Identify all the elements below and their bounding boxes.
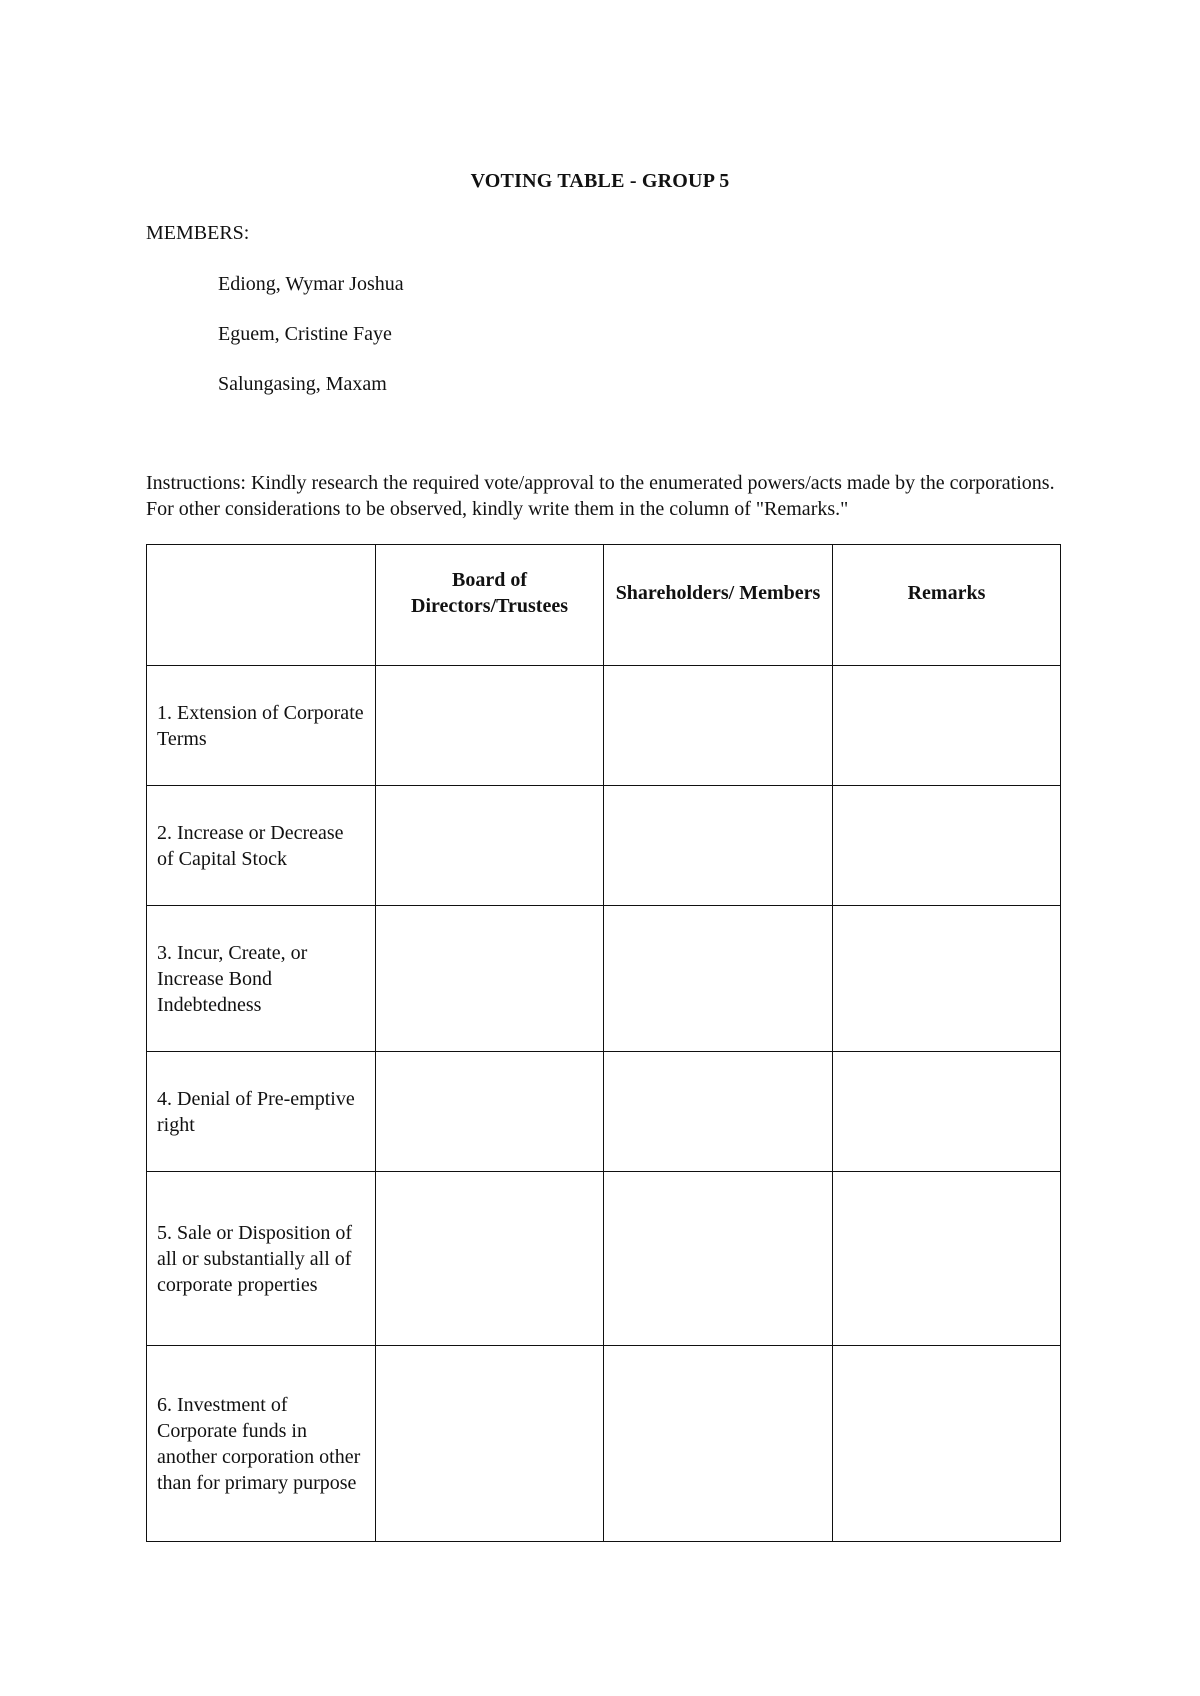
act-label: 6. Investment of Corporate funds in another corporation other than for primary purpose: [147, 1346, 376, 1542]
board-vote-cell[interactable]: [376, 1172, 604, 1346]
board-vote-cell[interactable]: [376, 786, 604, 906]
remarks-cell[interactable]: [833, 786, 1061, 906]
table-row: [147, 1052, 1061, 1172]
remarks-cell[interactable]: [833, 1346, 1061, 1542]
table-header-row: [147, 545, 1061, 666]
shareholders-vote-cell[interactable]: [604, 786, 833, 906]
table-row: [147, 1346, 1061, 1542]
header-board-of-directors: Board of Directors/Trustees: [376, 545, 604, 666]
member-list: [218, 272, 404, 422]
act-label: 2. Increase or Decrease of Capital Stock: [147, 786, 376, 906]
table-row: [147, 786, 1061, 906]
board-vote-cell[interactable]: [376, 906, 604, 1052]
member-name: Salungasing, Maxam: [218, 373, 387, 395]
header-remarks: Remarks: [833, 545, 1061, 666]
document-title: VOTING TABLE - GROUP 5: [470, 170, 730, 192]
member-name: Eguem, Cristine Faye: [218, 323, 392, 345]
remarks-cell[interactable]: [833, 1052, 1061, 1172]
table-row: [147, 666, 1061, 786]
header-blank-cell: [147, 545, 376, 666]
remarks-cell[interactable]: [833, 666, 1061, 786]
members-heading: MEMBERS:: [146, 222, 250, 244]
header-shareholders: Shareholders/ Members: [604, 545, 833, 666]
table-row: [147, 906, 1061, 1052]
board-vote-cell[interactable]: [376, 666, 604, 786]
table-row: [147, 1172, 1061, 1346]
voting-table: [146, 544, 1061, 1542]
act-label: 4. Denial of Pre-emptive right: [147, 1052, 376, 1172]
instructions-paragraph: Instructions: Kindly research the required vote/approval to the enumerated powers/acts made by the corporations. For other considerations to be observed, kindly write them in the column of "Remarks.": [146, 472, 1055, 520]
board-vote-cell[interactable]: [376, 1346, 604, 1542]
shareholders-vote-cell[interactable]: [604, 1346, 833, 1542]
shareholders-vote-cell[interactable]: [604, 906, 833, 1052]
shareholders-vote-cell[interactable]: [604, 1052, 833, 1172]
act-label: 3. Incur, Create, or Increase Bond Indebtedness: [147, 906, 376, 1052]
shareholders-vote-cell[interactable]: [604, 666, 833, 786]
board-vote-cell[interactable]: [376, 1052, 604, 1172]
remarks-cell[interactable]: [833, 1172, 1061, 1346]
remarks-cell[interactable]: [833, 906, 1061, 1052]
shareholders-vote-cell[interactable]: [604, 1172, 833, 1346]
act-label: 5. Sale or Disposition of all or substantially all of corporate properties: [147, 1172, 376, 1346]
member-name: Ediong, Wymar Joshua: [218, 273, 404, 295]
act-label: 1. Extension of Corporate Terms: [147, 666, 376, 786]
